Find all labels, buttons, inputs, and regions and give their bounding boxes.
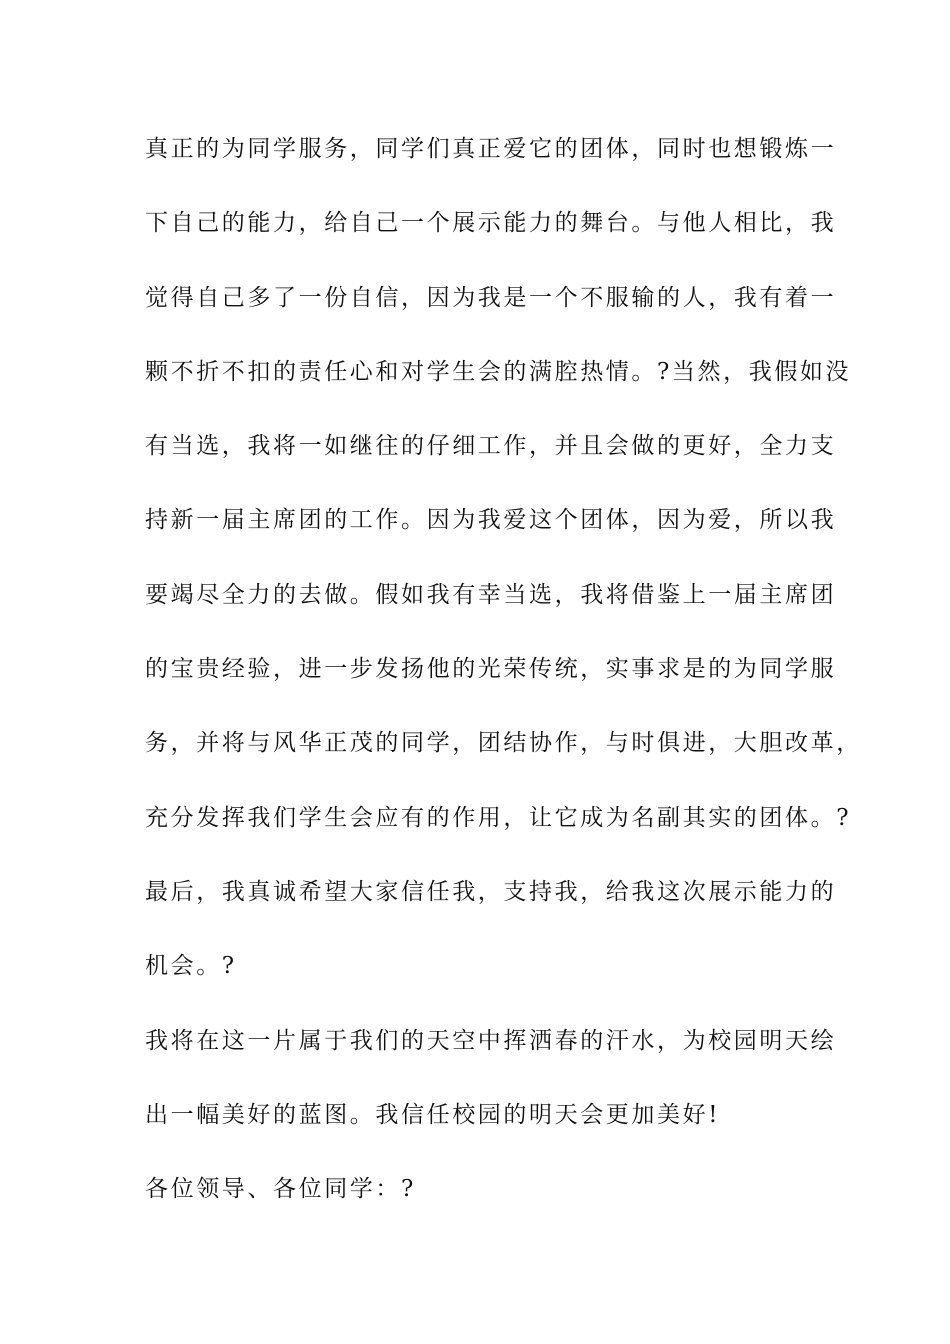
speech-text-block: [145, 127, 862, 1241]
text-line: 机会。?: [145, 953, 237, 980]
text-line: 要竭尽全力的去做。假如我有幸当选，我将借鉴上一届主席团: [145, 581, 837, 608]
text-line: 的宝贵经验，进一步发扬他的光荣传统，实事求是的为同学服: [145, 656, 837, 683]
text-line: 有当选，我将一如继往的仔细工作，并且会做的更好，全力支: [145, 433, 837, 460]
text-line: 持新一届主席团的工作。因为我爱这个团体，因为爱，所以我: [145, 507, 837, 534]
text-line: 出一幅美好的蓝图。我信任校园的明天会更加美好!: [145, 1101, 721, 1128]
text-line: 真正的为同学服务，同学们真正爱它的团体，同时也想锻炼一: [145, 136, 837, 162]
text-line: 各位领导、各位同学：?: [145, 1176, 416, 1203]
text-line: 我将在这一片属于我们的天空中挥洒春的汗水，为校园明天绘: [145, 1027, 837, 1054]
text-line: 最后，我真诚希望大家信任我，支持我，给我这次展示能力的: [145, 878, 837, 905]
text-line: 下自己的能力，给自己一个展示能力的舞台。与他人相比，我: [145, 210, 837, 237]
text-line: 充分发挥我们学生会应有的作用，让它成为名副其实的团体。?: [145, 804, 852, 831]
text-line: 务，并将与风华正茂的同学，团结协作，与时俱进，大胆改革，: [145, 730, 862, 757]
text-line: 觉得自己多了一份自信，因为我是一个不服输的人，我有着一: [145, 284, 837, 311]
text-line: 颗不折不扣的责任心和对学生会的满腔热情。?当然，我假如没: [145, 358, 852, 385]
